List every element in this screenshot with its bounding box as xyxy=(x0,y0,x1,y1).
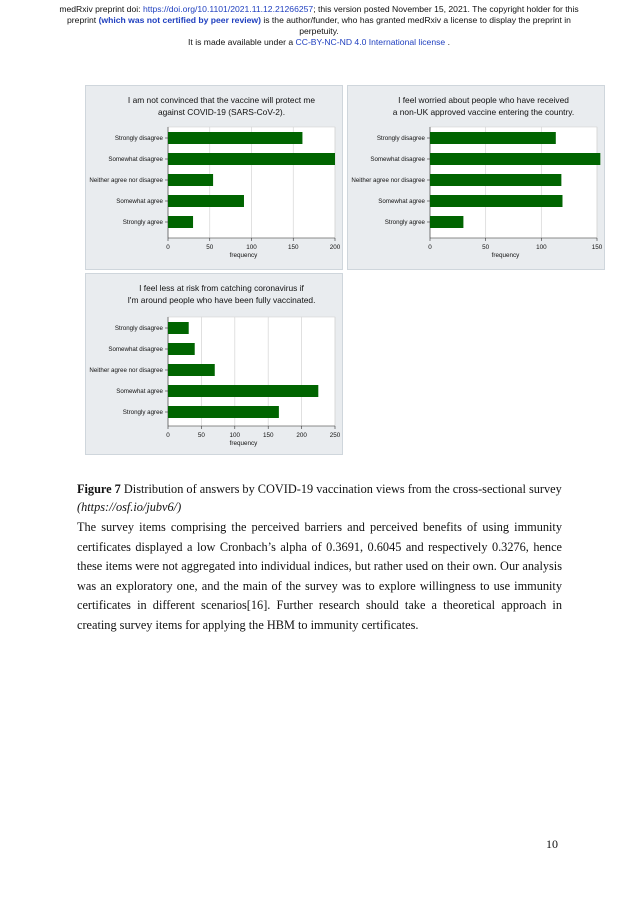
bar xyxy=(430,216,463,228)
bar xyxy=(168,322,189,334)
doi-link[interactable]: https://doi.org/10.1101/2021.11.12.21266257 xyxy=(142,4,314,14)
chart-title-line: against COVID-19 (SARS-CoV-2). xyxy=(157,107,286,117)
chart-panel-3 xyxy=(85,273,343,455)
banner-line-2 xyxy=(10,15,628,26)
chart-title-line: a non-UK approved vaccine entering the country. xyxy=(392,107,575,117)
chart-less-at-risk xyxy=(86,274,344,456)
chart-worried-non-uk-vaccine xyxy=(348,86,606,271)
x-tick-label: 150 xyxy=(262,432,274,439)
x-tick-label: 0 xyxy=(428,244,432,251)
x-tick-label: 50 xyxy=(482,244,490,251)
x-tick-label: 250 xyxy=(329,432,341,439)
bar xyxy=(168,174,213,186)
category-label: Strongly agree xyxy=(122,219,163,227)
x-tick-label: 100 xyxy=(229,432,241,439)
x-axis-label: frequency xyxy=(491,252,520,259)
chart-panel-2 xyxy=(347,85,605,270)
category-label: Neither agree nor disagree xyxy=(89,367,163,375)
x-axis-label: frequency xyxy=(229,440,258,447)
banner-license-text: is the author/funder, who has granted medRxiv a license to display the preprint in xyxy=(260,15,571,25)
category-label: Strongly disagree xyxy=(376,135,425,143)
category-label: Strongly disagree xyxy=(114,135,163,143)
chart-title-line: I'm around people who have been fully vaccinated. xyxy=(127,295,316,305)
banner-line-4 xyxy=(10,37,628,48)
chart-panel-1 xyxy=(85,85,343,270)
x-tick-label: 150 xyxy=(591,244,603,251)
chart-title-line: I am not convinced that the vaccine will protect me xyxy=(127,95,316,105)
x-tick-label: 200 xyxy=(296,432,307,439)
bar xyxy=(168,216,193,228)
chart-title-line: I feel worried about people who have received xyxy=(398,95,569,105)
x-tick-label: 100 xyxy=(536,244,547,251)
category-label: Neither agree nor disagree xyxy=(351,177,425,185)
bar xyxy=(168,406,279,418)
caption-link[interactable]: (https://osf.io/jubv6/) xyxy=(77,500,182,514)
chart-not-convinced-protect xyxy=(86,86,344,271)
caption-text: Distribution of answers by COVID-19 vaccination views from the cross-sectional survey xyxy=(120,482,562,496)
bar xyxy=(430,153,600,165)
bar xyxy=(168,195,244,207)
page-number: 10 xyxy=(546,837,558,851)
banner-preprint-prefix: preprint xyxy=(67,15,99,25)
x-tick-label: 50 xyxy=(197,432,205,439)
x-tick-label: 50 xyxy=(206,244,214,251)
category-label: Somewhat agree xyxy=(116,198,163,206)
figure-7 xyxy=(85,85,605,455)
bar xyxy=(430,195,562,207)
banner-line-3: perpetuity. xyxy=(299,26,339,36)
x-axis-label: frequency xyxy=(229,252,258,259)
x-tick-label: 200 xyxy=(329,244,341,251)
category-label: Strongly agree xyxy=(384,219,425,227)
banner-line-1 xyxy=(10,4,628,15)
bar xyxy=(168,364,215,376)
category-label: Neither agree nor disagree xyxy=(89,177,163,185)
category-label: Somewhat agree xyxy=(116,388,163,396)
figure-caption xyxy=(77,480,562,516)
category-label: Somewhat agree xyxy=(378,198,425,206)
chart-title-line: I feel less at risk from catching coronavirus if xyxy=(139,283,304,293)
category-label: Strongly agree xyxy=(122,409,163,417)
bar xyxy=(168,343,195,355)
x-tick-label: 150 xyxy=(287,244,299,251)
peer-review-note: (which was not certified by peer review) xyxy=(98,15,261,25)
figure-label: Figure 7 xyxy=(77,482,121,496)
banner-doi-prefix: medRxiv preprint doi: xyxy=(59,4,143,14)
bar xyxy=(430,174,561,186)
bar xyxy=(430,132,556,144)
x-tick-label: 0 xyxy=(166,432,170,439)
category-label: Somewhat disagree xyxy=(108,346,163,354)
x-tick-label: 100 xyxy=(246,244,257,251)
category-label: Somewhat disagree xyxy=(108,156,163,164)
category-label: Strongly disagree xyxy=(114,325,163,333)
banner-availability-suffix: . xyxy=(445,37,450,47)
body-paragraph: The survey items comprising the perceived barriers and perceived benefits of using immunity certificates displayed a low Cronbach’s alpha of 0.3691, 0.6045 and respectively 0.3276, hence these items were not aggregated into individual indices, but rather used on their own. Our analysis was an exploratory one, and the main of the survey was to explore willingness to use immunity certificates in different scenarios[16]. Further research should take a theoretical approach in creating survey items for applying the HBM to immunity certificates. xyxy=(77,520,562,632)
x-tick-label: 0 xyxy=(166,244,170,251)
bar xyxy=(168,385,318,397)
category-label: Somewhat disagree xyxy=(370,156,425,164)
bar xyxy=(168,153,335,165)
license-link[interactable]: CC-BY-NC-ND 4.0 International license xyxy=(295,37,446,47)
banner-availability-prefix: It is made available under a xyxy=(188,37,296,47)
preprint-banner xyxy=(10,4,628,48)
banner-doi-suffix: ; this version posted November 15, 2021. The copyright holder for this xyxy=(313,4,579,14)
bar xyxy=(168,132,302,144)
